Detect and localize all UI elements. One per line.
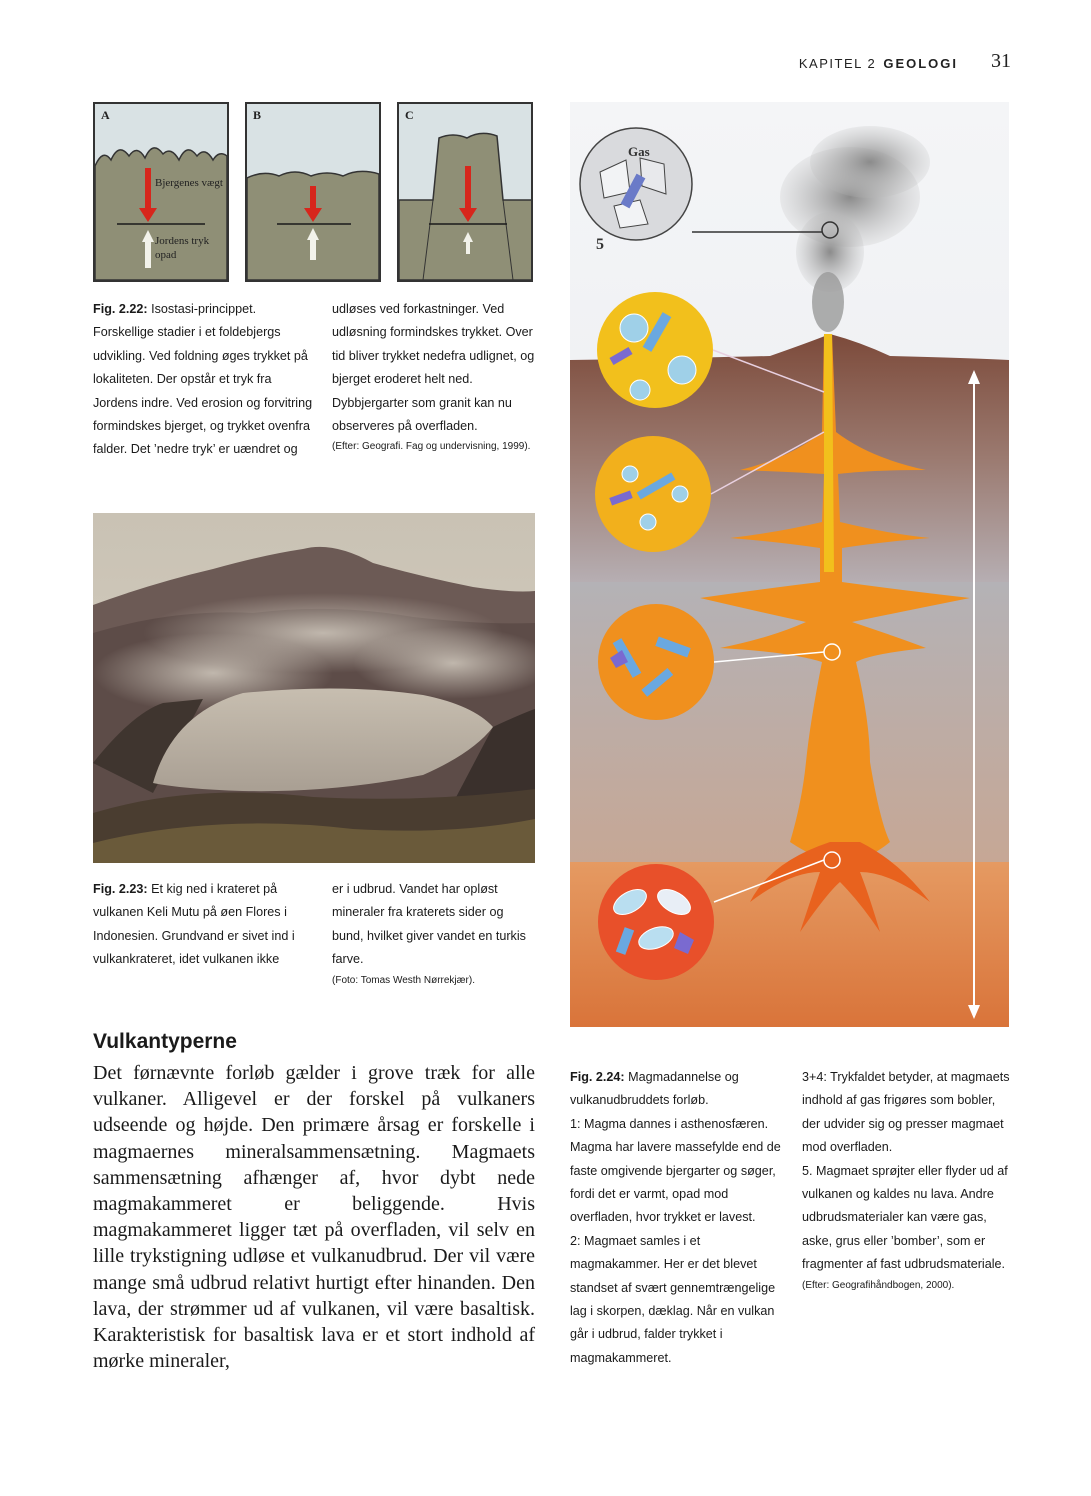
fig-2-23-caption-col1	[93, 878, 315, 972]
magma-diagram	[570, 102, 1009, 1027]
section-label: GEOLOGI	[883, 56, 958, 71]
chapter-label: KAPITEL 2	[798, 56, 877, 71]
fig-2-22-label: Fig. 2.22:	[93, 302, 148, 316]
fig-2-24-source: (Efter: Geografihåndbogen, 2000).	[802, 1279, 955, 1291]
fig-2-24-item-34: 3+4: Trykfaldet betyder, at magmaets indhold af gas frigøres som bobler, der udvider sig og presser magmaet mod overfladen.	[802, 1070, 1010, 1155]
fig-2-24-item-2: 2: Magmaet samles i et magmakammer. Her er det blevet standset af svært gennemtrængelige lag i skorpen, dæklag. Når en vulkan går i udbrud, falder trykket i magmakammeret.	[570, 1233, 776, 1365]
fig-2-23-caption-col2	[332, 878, 538, 990]
fig-2-24-caption-col1	[570, 1066, 782, 1370]
page-number: 31	[991, 50, 1011, 72]
crater-photo	[93, 513, 535, 863]
fig-2-23-source: (Foto: Tomas Westh Nørrekjær).	[332, 974, 475, 986]
panel-letter-a: A	[101, 108, 110, 122]
fig-2-24-item-1: 1: Magma dannes i asthenosfæren. Magma har lavere massefylde end de faste omgivende bjergarter og søger, fordi det er varmt, opad mod overfladen, hvor trykket er lavest.	[570, 1116, 781, 1225]
isostasy-diagram-c	[399, 104, 533, 280]
pressure-label: Jordens tryk opad	[155, 235, 210, 261]
crater-lake-image	[93, 513, 535, 863]
fig-2-22-caption-col2	[332, 298, 538, 456]
isostasy-panel-b	[245, 102, 381, 282]
fig-2-23-text-2: er i udbrud. Vandet har opløst mineraler fra kraterets sider og bund, hvilket giver vandet en turkis farve.	[332, 882, 526, 967]
panel-letter-c: C	[405, 108, 414, 122]
running-header	[799, 56, 958, 71]
fig-2-22-text-2: udløses ved forkastninger. Ved udløsning formindskes trykket. Over tid bliver trykket nedefra udlignet, og bjerget eroderet helt ned. Dybbjergarter som granit kan nu observeres på overfladen.	[332, 302, 535, 434]
isostasy-panel-a	[93, 102, 229, 282]
volcano-cross-section	[570, 102, 1009, 1027]
section-heading: Vulkantyperne	[93, 1030, 237, 1053]
body-paragraph	[93, 1060, 535, 1374]
fig-2-24-label: Fig. 2.24:	[570, 1070, 625, 1084]
fig-2-24-caption-col2	[802, 1066, 1014, 1295]
fig-2-24-item-5: 5. Magmaet sprøjter eller flyder ud af vulkanen og kaldes nu lava. Andre udbrudsmaterialer kan være gas, aske, grus eller ’bomber’, som er fragmenter af fast udbrudsmateriale.	[802, 1163, 1008, 1272]
weight-label: Bjergenes vægt	[155, 177, 223, 189]
fig-2-22-caption-col1	[93, 298, 319, 462]
stage-number-5: 5	[596, 236, 604, 253]
body-text: Det førnævnte forløb gælder i grove træk for alle vulkaner. Alligevel er der forskel på vulkaners udseende og højde. Den primære årsag er forskelle i magmaernes mineralsammensætning. Magmaets sammensætning afhænger af, hvor dybt nede magmakammeret er beliggende. Hvis magmakammeret ligger tæt på overfladen, vil selv en lille trykstigning udløse et vulkanudbrud. Der vil være mange små udbrud relativt hurtigt efter hinanden. Den lava, der strømmer ud af vulkanen, vil være basaltisk. Karakteristisk for basaltisk lava er et stort indhold af mørke mineraler,	[93, 1062, 535, 1373]
panel-letter-b: B	[253, 108, 262, 122]
fig-2-22-source: (Efter: Geografi. Fag og undervisning, 1999).	[332, 441, 531, 453]
isostasy-diagram-b	[247, 104, 379, 280]
fig-2-23-label: Fig. 2.23:	[93, 882, 148, 896]
fig-2-24-intro: Magmadannelse og vulkanudbruddets forløb.	[570, 1070, 739, 1108]
fig-2-23-text-1: Et kig ned i krateret på vulkanen Keli Mutu på øen Flores i Indonesien. Grundvand er sivet ind i vulkankrateret, idet vulkanen ikke	[93, 882, 295, 967]
gas-label: Gas	[628, 144, 650, 159]
isostasy-panel-c	[397, 102, 533, 282]
fig-2-22-text-1: Isostasi-princippet. Forskellige stadier i et foldebjergs udvikling. Ved foldning øges trykket på lokaliteten. Der opstår et tryk fra Jordens indre. Ved erosion og forvitring formindskes bjerget, og trykket ovenfra falder. Det ’nedre tryk’ er uændret og	[93, 302, 313, 457]
